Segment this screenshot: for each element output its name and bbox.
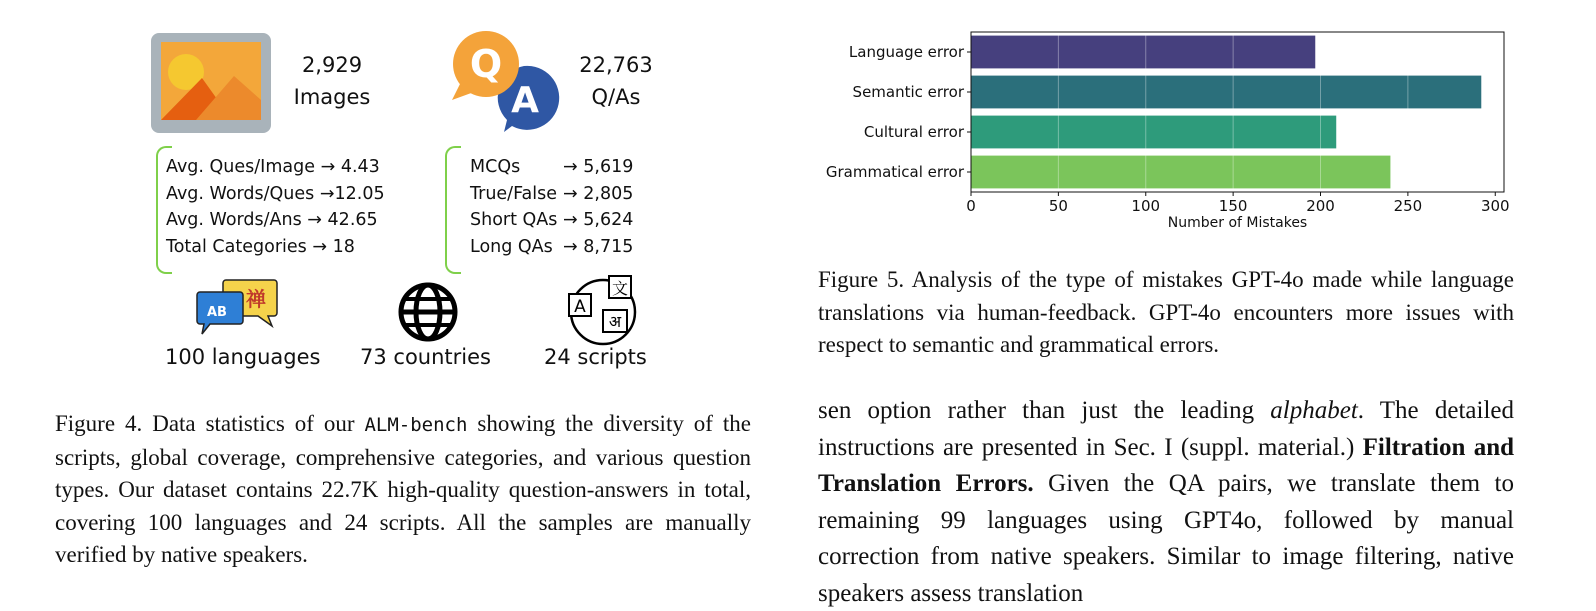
category-label: Cultural error: [863, 123, 964, 141]
stat-value: 8,715: [583, 236, 634, 257]
stat-label: Avg. Words/Ans: [166, 210, 302, 230]
qa-stat-row: [470, 181, 633, 208]
stat-value: 4.43: [340, 157, 380, 177]
stat-label: MCQs: [470, 157, 521, 177]
stat-label: Short QAs: [470, 210, 558, 230]
arrow-icon: →: [320, 157, 336, 177]
qa-icon-a: A: [511, 80, 539, 121]
arrow-icon: →: [563, 236, 578, 257]
body-italic-word: alphabet: [1270, 397, 1358, 424]
qa-label: Q/As: [591, 85, 641, 109]
languages-icon-left-glyph: AB: [207, 305, 227, 320]
qa-count: 22,763: [579, 53, 653, 77]
languages-icon: [196, 278, 278, 336]
qa-stat-row: [470, 207, 633, 234]
chart-bar: [971, 116, 1336, 149]
caption-rest: showing the diversity of the scripts, global coverage, comprehensive categories, and various question types. Our dataset contains 22.7K high-quality question-answers in total, covering 100 languages and 24 scripts. All the samples are manually verified by native speakers.: [55, 411, 751, 567]
arrow-icon: →: [563, 210, 578, 230]
body-paragraph: [818, 393, 1514, 611]
image-stat-row: [166, 154, 385, 181]
scripts-icon-glyph-2: 文: [611, 279, 629, 298]
figure-5-chart: [800, 20, 1520, 235]
qa-stats-bracket: [445, 146, 461, 274]
figure-4-caption: [55, 408, 751, 572]
image-stat-row: [166, 181, 385, 208]
stat-value: 5,619: [583, 157, 634, 177]
languages-label: 100 languages: [165, 345, 321, 369]
stat-value: 2,805: [583, 183, 634, 204]
x-tick-label: 250: [1393, 197, 1423, 215]
qa-icon-q: Q: [469, 42, 503, 86]
stat-value: 12.05: [334, 183, 385, 204]
qa-icon: [450, 30, 562, 134]
stat-label: Long QAs: [470, 236, 553, 257]
stat-label: True/False: [470, 183, 557, 204]
stat-value: 18: [332, 236, 355, 257]
qa-stats-list: [470, 154, 633, 260]
figure-5-caption: Figure 5. Analysis of the type of mistakes GPT-4o made while language translations via human-feedback. GPT-4o encounters more issues with respect to semantic and grammatical errors.: [818, 267, 1514, 357]
images-count: 2,929: [301, 53, 363, 77]
stat-label: Avg. Words/Ques: [166, 183, 315, 204]
chart-bar: [971, 156, 1390, 189]
arrow-icon: →: [312, 236, 328, 257]
scripts-icon-glyph-1: A: [574, 297, 586, 317]
category-label: Language error: [848, 43, 964, 61]
globe-icon: [397, 281, 459, 343]
qa-stat: [566, 49, 666, 113]
category-label: Grammatical error: [825, 163, 964, 181]
arrow-icon: →: [563, 183, 578, 204]
x-tick-label: 0: [966, 197, 976, 215]
stat-value: 5,624: [583, 210, 634, 230]
arrow-icon: →: [563, 157, 578, 177]
arrow-icon: →: [319, 183, 335, 204]
section-heading: Filtration and Translation Errors.: [818, 433, 1514, 497]
caption-prefix: Figure 4. Data statistics of our: [55, 411, 365, 436]
category-label: Semantic error: [852, 83, 964, 101]
x-tick-label: 50: [1048, 197, 1068, 215]
dataset-name: ALM-bench: [364, 414, 468, 436]
scripts-label: 24 scripts: [544, 345, 647, 369]
section-paragraph: Given the QA pairs, we translate them to remaining 99 languages using GPT4o, followed by manual correction from native speakers. Similar to image filtering, native speakers assess translation: [818, 470, 1514, 607]
chart-bar: [971, 76, 1481, 109]
scripts-icon: [565, 274, 641, 346]
body-line-1: sen option rather than just the leading: [818, 397, 1271, 424]
arrow-icon: →: [307, 210, 322, 230]
image-stat-row: [166, 207, 385, 234]
body-line-1-rest: . The detailed instructions are presented in Sec. I (suppl. material.): [818, 397, 1514, 461]
x-tick-label: 100: [1131, 197, 1161, 215]
x-axis-label: Number of Mistakes: [1167, 215, 1308, 231]
images-label: Images: [293, 85, 371, 109]
image-stat-row: [166, 234, 385, 261]
qa-stat-row: [470, 234, 633, 261]
qa-stat-row: [470, 154, 633, 181]
x-tick-label: 300: [1480, 197, 1510, 215]
scripts-icon-glyph-3: अ: [608, 312, 622, 331]
stat-value: 42.65: [327, 210, 378, 230]
image-icon: [150, 32, 272, 134]
countries-label: 73 countries: [360, 345, 491, 369]
x-tick-label: 200: [1306, 197, 1335, 215]
stat-label: Total Categories: [166, 236, 307, 257]
x-tick-label: 150: [1218, 197, 1248, 215]
image-stats-list: [166, 154, 385, 260]
languages-icon-right-glyph: 禅: [246, 287, 266, 311]
stat-label: Avg. Ques/Image: [166, 157, 315, 177]
images-stat: [280, 49, 384, 113]
chart-bar: [971, 36, 1315, 69]
